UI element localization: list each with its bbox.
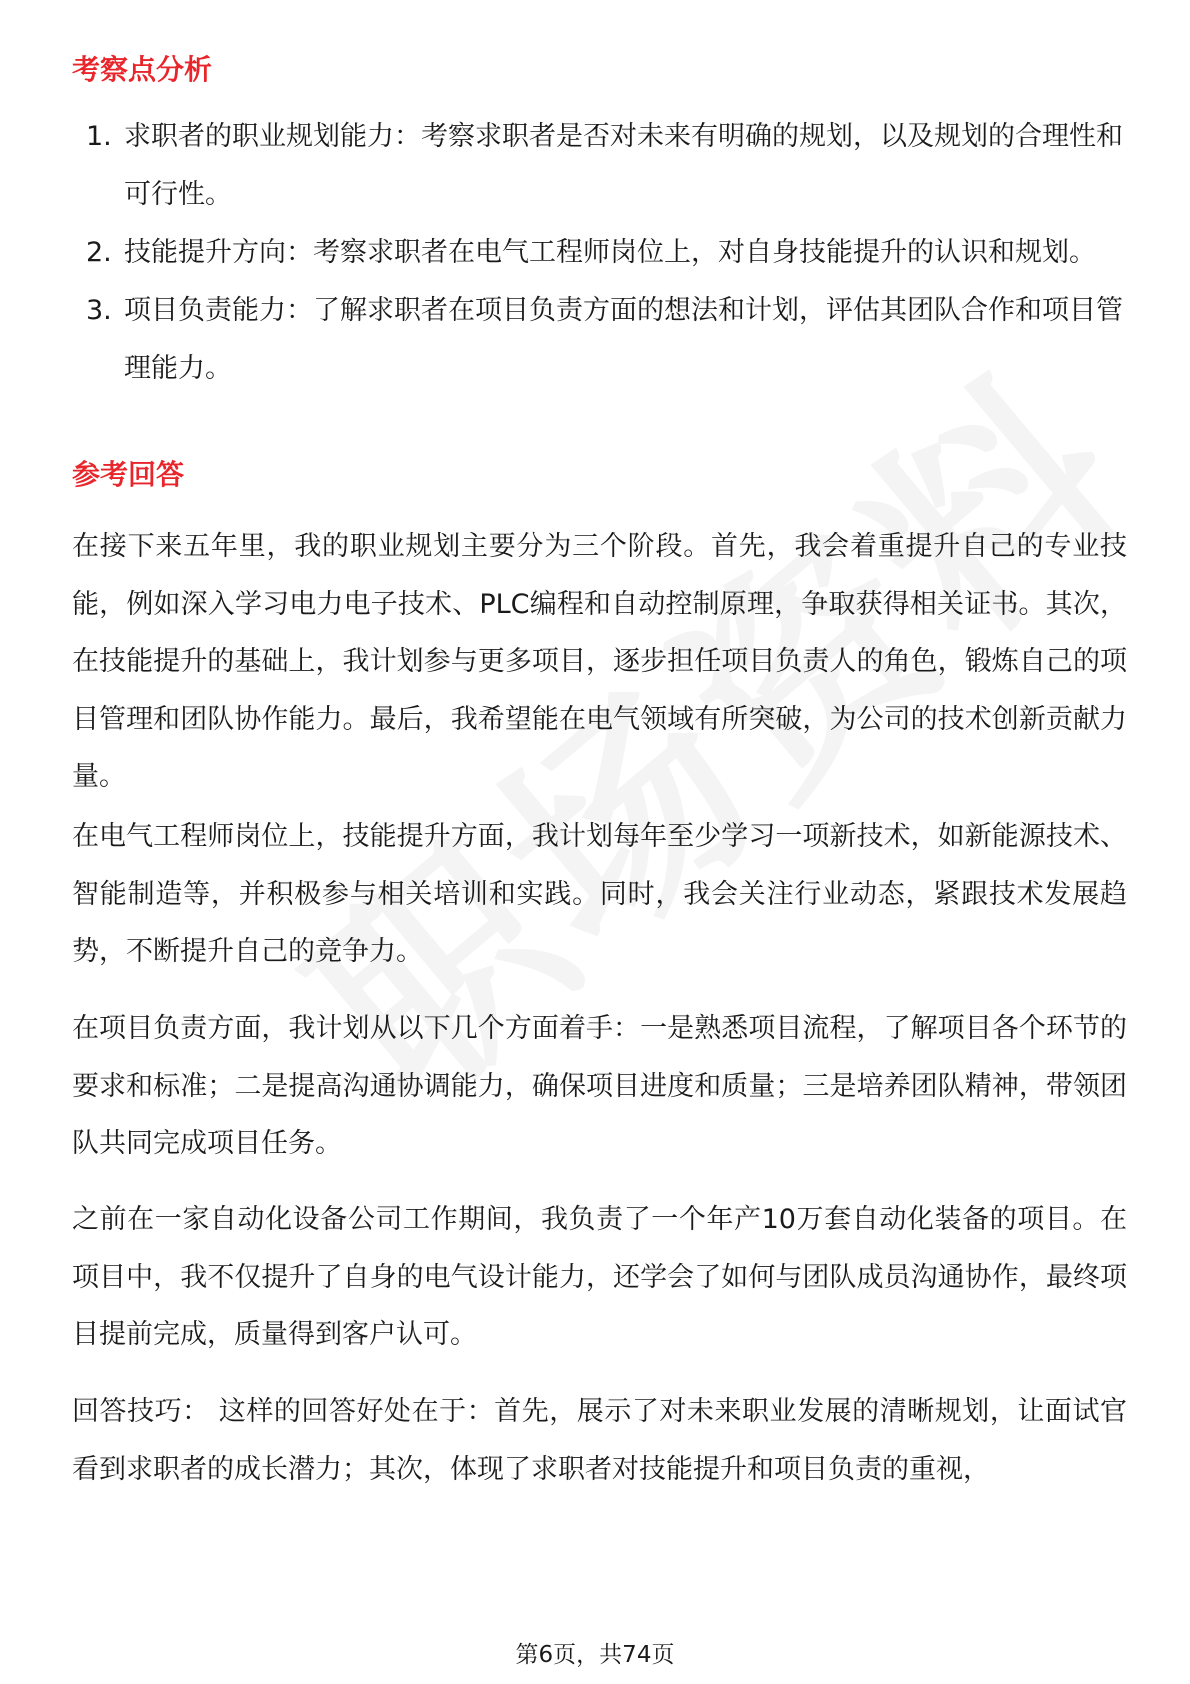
list-item-text: 技能提升方向：考察求职者在电气工程师岗位上，对自身技能提升的认识和规划。 [124, 237, 1096, 268]
list-item-text: 项目负责能力：了解求职者在项目负责方面的想法和计划，评估其团队合作和项目管理能力。 [124, 295, 1123, 384]
answer-tips-paragraph: 回答技巧： 这样的回答好处在于：首先，展示了对未来职业发展的清晰规划，让面试官看到求职者的成长潜力；其次，体现了求职者对技能提升和项目负责的重视， [72, 1396, 1127, 1485]
answer-paragraph: 在项目负责方面，我计划从以下几个方面着手：一是熟悉项目流程，了解项目各个环节的要求和标准；二是提高沟通协调能力，确保项目进度和质量；三是培养团队精神，带领团队共同完成项目任务。 [72, 1013, 1127, 1159]
answer-paragraph: 之前在一家自动化设备公司工作期间，我负责了一个年产10万套自动化装备的项目。在项目中，我不仅提升了自身的电气设计能力，还学会了如何与团队成员沟通协作，最终项目提前完成，质量得到客户认可。 [72, 1204, 1127, 1350]
list-item-text: 求职者的职业规划能力：考察求职者是否对未来有明确的规划，以及规划的合理性和可行性。 [124, 121, 1123, 210]
list-number: 2. [86, 237, 112, 268]
page-number: 第6页，共74页 [515, 1642, 675, 1668]
list-item [72, 224, 1132, 282]
list-item [72, 108, 1132, 224]
list-number: 1. [86, 121, 112, 152]
analysis-list [72, 108, 1132, 398]
section-heading-reference-answer: 参考回答 [72, 458, 185, 491]
section-heading-analysis: 考察点分析 [72, 53, 213, 86]
answer-paragraph: 在接下来五年里，我的职业规划主要分为三个阶段。首先，我会着重提升自己的专业技能，例如深入学习电力电子技术、PLC编程和自动控制原理，争取获得相关证书。其次，在技能提升的基础上，我计划参与更多项目，逐步担任项目负责人的角色，锻炼自己的项目管理和团队协作能力。最后，我希望能在电气领域有所突破，为公司的技术创新贡献力量。 [72, 531, 1127, 792]
list-item [72, 282, 1132, 398]
list-number: 3. [86, 295, 112, 326]
answer-paragraph: 在电气工程师岗位上，技能提升方面，我计划每年至少学习一项新技术，如新能源技术、智能制造等，并积极参与相关培训和实践。同时，我会关注行业动态，紧跟技术发展趋势，不断提升自己的竞争力。 [72, 821, 1127, 967]
